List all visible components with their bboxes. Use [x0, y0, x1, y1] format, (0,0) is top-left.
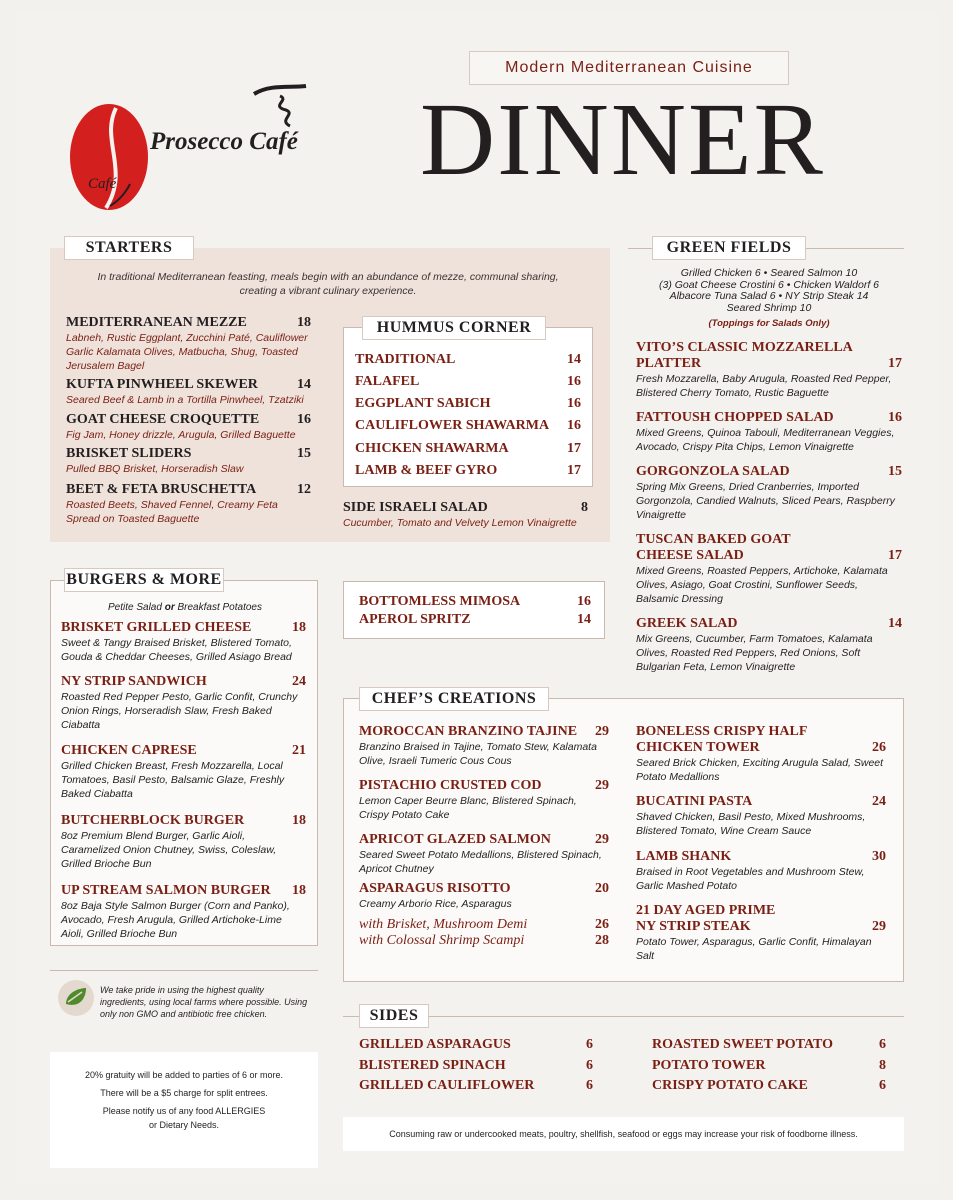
leaf-icon — [58, 980, 94, 1016]
chef-addon: with Brisket, Mushroom Demi 26 — [359, 917, 609, 932]
logo-mark: Café — [88, 176, 117, 192]
hummus-item: CHICKEN SHAWARMA 17 — [355, 441, 581, 456]
topping-line: Seared Shrimp 10 — [726, 302, 812, 314]
drink-item: APEROL SPRITZ 14 — [359, 612, 591, 627]
chef-item: ASPARAGUS RISOTTO 20 Creamy Arborio Rice, Asparagus — [359, 881, 609, 910]
starters-intro: In traditional Mediterranean feasting, meals begin with an abundance of mezze, communal sharing, creating a vibrant culinary experience. — [97, 271, 559, 297]
disclaimer: Consuming raw or undercooked meats, poultry, shellfish, seafood or eggs may increase your risk of foodborne illness. — [343, 1117, 904, 1151]
starter-item: GOAT CHEESE CROQUETTE 16 Fig Jam, Honey drizzle, Arugula, Grilled Baguette — [66, 412, 311, 441]
side-item: GRILLED CAULIFLOWER 6 — [359, 1078, 593, 1093]
chef-item: PISTACHIO CRUSTED COD 29 Lemon Caper Beurre Blanc, Blistered Spinach, Crispy Potato Cake — [359, 778, 609, 821]
chefs-title: CHEF’S CREATIONS — [359, 687, 549, 711]
hummus-item: LAMB & BEEF GYRO 17 — [355, 463, 581, 478]
drinks-box — [343, 581, 605, 639]
salad-item: VITO’S CLASSIC MOZZARELLA PLATTER 17 Fresh Mozzarella, Baby Arugula, Roasted Red Pepper, Blistered Cherry Tomato, Rustic Baguette — [636, 340, 902, 399]
side-item: GRILLED ASPARAGUS 6 — [359, 1037, 593, 1052]
salad-item: GORGONZOLA SALAD 15 Spring Mix Greens, Dried Cranberries, Imported Gorgonzola, Candied Walnuts, Sliced Pears, Raspberry Vinaigrette — [636, 464, 902, 521]
side-item: BLISTERED SPINACH 6 — [359, 1058, 593, 1073]
side-item: CRISPY POTATO CAKE 6 — [652, 1078, 886, 1093]
starter-item: BRISKET SLIDERS 15 Pulled BBQ Brisket, Horseradish Slaw — [66, 446, 311, 475]
burgers-title: BURGERS & MORE — [64, 568, 224, 592]
chef-item: LAMB SHANK 30 Braised in Root Vegetables and Mushroom Stew, Garlic Mashed Potato — [636, 849, 886, 892]
logo-swirl-icon — [70, 100, 180, 215]
sides-title: SIDES — [359, 1004, 429, 1028]
side-item: ROASTED SWEET POTATO 6 — [652, 1037, 886, 1052]
chef-item: BUCATINI PASTA 24 Shaved Chicken, Basil Pesto, Mixed Mushrooms, Blistered Tomato, Wine Cream Sauce — [636, 794, 886, 837]
divider — [50, 970, 318, 971]
topping-line: Grilled Chicken 6 • Seared Salmon 10 — [680, 267, 858, 279]
hummus-item: TRADITIONAL 14 — [355, 352, 581, 367]
logo-text: Prosecco Café — [150, 128, 298, 155]
starter-item: KUFTA PINWHEEL SKEWER 14 Seared Beef & Lamb in a Tortilla Pinwheel, Tzatziki — [66, 377, 311, 406]
tagline: Modern Mediterranean Cuisine — [469, 51, 789, 85]
topping-line: Albacore Tuna Salad 6 • NY Strip Steak 14 — [669, 290, 869, 302]
drink-item: BOTTOMLESS MIMOSA 16 — [359, 594, 591, 609]
chef-item: MOROCCAN BRANZINO TAJINE 29 Branzino Braised in Tajine, Tomato Stew, Kalamata Olive, Israeli Tumeric Cous Cous — [359, 724, 609, 767]
chef-item: APRICOT GLAZED SALMON 29 Seared Sweet Potato Medallions, Blistered Spinach, Apricot Chutney — [359, 832, 609, 875]
hummus-item: FALAFEL 16 — [355, 374, 581, 389]
starters-title: STARTERS — [64, 236, 194, 260]
burger-item: CHICKEN CAPRESE 21 Grilled Chicken Breast, Fresh Mozzarella, Local Tomatoes, Basil Pesto, Balsamic Glaze, Freshly Baked Ciabatta — [61, 743, 306, 800]
salad-item: TUSCAN BAKED GOAT CHEESE SALAD 17 Mixed Greens, Roasted Peppers, Artichoke, Kalamata Olives, Asiago, Goat Crostini, Sunflower Seeds, Balsamic Dressing — [636, 532, 902, 605]
burger-item: UP STREAM SALMON BURGER 18 8oz Baja Style Salmon Burger (Corn and Panko), Avocado, Fresh Arugula, Grilled Artichoke-Lime Aioli, Grilled Brioche Bun — [61, 883, 306, 940]
policy-box: 20% gratuity will be added to parties of 6 or more. There will be a $5 charge for split entrees. Please notify us of any food ALLERGIES or Dietary Needs. — [50, 1052, 318, 1168]
chef-item: BONELESS CRISPY HALF CHICKEN TOWER 26 Seared Brick Chicken, Exciting Arugula Salad, Sweet Potato Medallions — [636, 724, 886, 783]
hummus-item: EGGPLANT SABICH 16 — [355, 396, 581, 411]
chef-addon: with Colossal Shrimp Scampi 28 — [359, 933, 609, 948]
side-item: POTATO TOWER 8 — [652, 1058, 886, 1073]
starter-item: BEET & FETA BRUSCHETTA 12 Roasted Beets, Shaved Fennel, Creamy Feta Spread on Toasted Baguette — [66, 482, 311, 525]
salad-item: FATTOUSH CHOPPED SALAD 16 Mixed Greens, Quinoa Tabouli, Mediterranean Veggies, Avocado, Crispy Pita Chips, Lemon Vinaigrette — [636, 410, 902, 453]
pride-note: We take pride in using the highest quality ingredients, using local farms where possible. Using only non GMO and antibiotic free chicken. — [100, 985, 308, 1019]
logo-steam-icon — [250, 84, 310, 128]
toppings-note: (Toppings for Salads Only) — [708, 318, 830, 329]
green-fields-title: GREEN FIELDS — [652, 236, 806, 260]
side-israeli-salad: SIDE ISRAELI SALAD 8 Cucumber, Tomato and Velvety Lemon Vinaigrette — [343, 500, 588, 529]
menu-title: DINNER — [420, 82, 825, 197]
burger-item: NY STRIP SANDWICH 24 Roasted Red Pepper Pesto, Garlic Confit, Crunchy Onion Rings, Horseradish Slaw, Fresh Baked Ciabatta — [61, 674, 306, 731]
burger-item: BUTCHERBLOCK BURGER 18 8oz Premium Blend Burger, Garlic Aioli, Caramelized Onion Chutney, Swiss, Coleslaw, Grilled Brioche Bun — [61, 813, 306, 870]
topping-line: (3) Goat Cheese Crostini 6 • Chicken Waldorf 6 — [659, 279, 879, 291]
salad-item: GREEK SALAD 14 Mix Greens, Cucumber, Farm Tomatoes, Kalamata Olives, Roasted Red Peppers, Red Onions, Soft Bulgarian Feta, Lemon Vinaigrette — [636, 616, 902, 673]
starter-item: MEDITERRANEAN MEZZE 18 Labneh, Rustic Eggplant, Zucchini Paté, Cauliflower Garlic Kalamata Olives, Matbucha, Shug, Toasted Jerusalem Bagel — [66, 315, 311, 372]
chef-item: 21 DAY AGED PRIME NY STRIP STEAK 29 Potato Tower, Asparagus, Garlic Confit, Himalayan Salt — [636, 903, 886, 962]
hummus-title: HUMMUS CORNER — [362, 316, 546, 340]
burger-item: BRISKET GRILLED CHEESE 18 Sweet & Tangy Braised Brisket, Blistered Tomato, Gouda & Cheddar Cheeses, Grilled Asiago Bread — [61, 620, 306, 663]
burgers-subtitle: Petite Salad or Breakfast Potatoes — [108, 602, 262, 613]
hummus-item: CAULIFLOWER SHAWARMA 16 — [355, 418, 581, 433]
